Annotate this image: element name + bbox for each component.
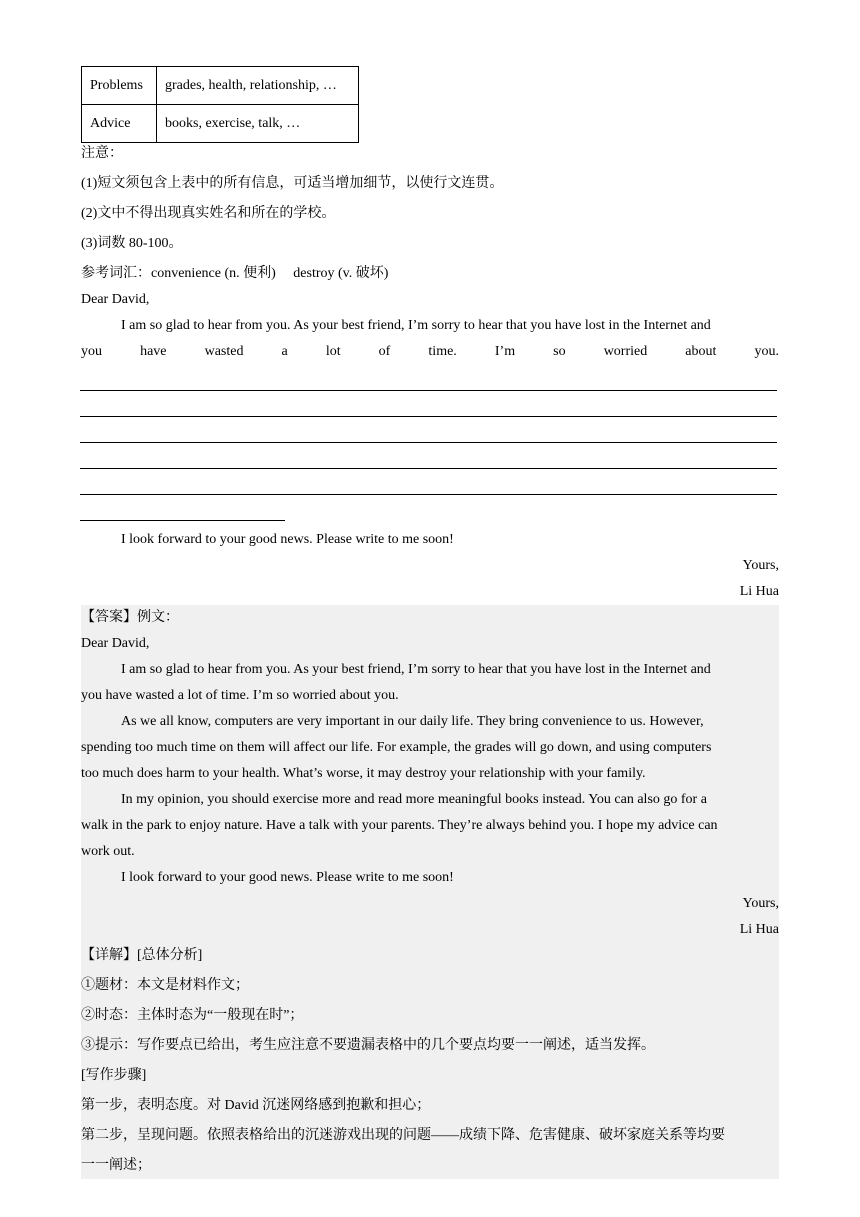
- writing-blank-line[interactable]: [80, 495, 285, 521]
- table-cell-label: Advice: [82, 105, 157, 143]
- answer-section: [81, 605, 779, 1179]
- answer-signoff: Yours,: [742, 896, 779, 911]
- answer-name: Li Hua: [739, 922, 779, 937]
- info-table: [81, 66, 359, 143]
- answer-header: 【答案】例文：: [81, 610, 179, 625]
- steps-header: [写作步骤]: [81, 1068, 147, 1083]
- answer-line: As we all know, computers are very important in our daily life. They bring convenience to us. However,: [121, 714, 704, 729]
- step-item: 一一阐述；: [81, 1158, 151, 1173]
- writing-blank-line[interactable]: [80, 365, 777, 391]
- note-item: (2)文中不得出现真实姓名和所在的学校。: [81, 206, 336, 221]
- notes-title: 注意：: [81, 146, 123, 161]
- letter-closing: I look forward to your good news. Please write to me soon!: [121, 532, 454, 547]
- answer-line: you have wasted a lot of time. I’m so worried about you.: [81, 688, 399, 703]
- answer-greeting: Dear David,: [81, 636, 150, 651]
- step-item: 第一步，表明态度。对 David 沉迷网络感到抱歉和担心；: [81, 1098, 431, 1113]
- writing-blank-line[interactable]: [80, 469, 777, 495]
- analysis-point: ③提示：写作要点已给出，考生应注意不要遗漏表格中的几个要点均要一一阐述，适当发挥。: [81, 1038, 655, 1053]
- answer-line: work out.: [81, 844, 135, 859]
- answer-closing: I look forward to your good news. Please write to me soon!: [121, 870, 454, 885]
- step-item: 第二步，呈现问题。依照表格给出的沉迷游戏出现的问题——成绩下降、危害健康、破坏家庭关系等均要: [81, 1128, 725, 1143]
- writing-blank-line[interactable]: [80, 391, 777, 417]
- analysis-point: ①题材：本文是材料作文；: [81, 978, 249, 993]
- table-cell-value: books, exercise, talk, …: [157, 105, 359, 143]
- answer-line: spending too much time on them will affect our life. For example, the grades will go down, and using computers: [81, 740, 712, 755]
- vocab-hint: 参考词汇：convenience (n. 便利) destroy (v. 破坏): [81, 266, 389, 281]
- note-item: (3)词数 80-100。: [81, 236, 183, 251]
- letter-greeting: Dear David,: [81, 292, 150, 307]
- writing-blank-line[interactable]: [80, 443, 777, 469]
- answer-line: too much does harm to your health. What’s worse, it may destroy your relationship with your family.: [81, 766, 646, 781]
- table-cell-value: grades, health, relationship, …: [157, 67, 359, 105]
- analysis-point: ②时态：主体时态为“一般现在时”；: [81, 1008, 304, 1023]
- table-row: [82, 105, 359, 143]
- letter-signoff: Yours,: [742, 558, 779, 573]
- answer-line: In my opinion, you should exercise more and read more meaningful books instead. You can also go for a: [121, 792, 707, 807]
- answer-line: I am so glad to hear from you. As your best friend, I’m sorry to hear that you have lost in the Internet and: [121, 662, 711, 677]
- letter-opening-line: I am so glad to hear from you. As your best friend, I’m sorry to hear that you have lost in the Internet and: [121, 318, 711, 333]
- analysis-header: 【详解】[总体分析]: [81, 948, 203, 963]
- answer-line: walk in the park to enjoy nature. Have a talk with your parents. They’re always behind you. I hope my advice can: [81, 818, 718, 833]
- letter-name: Li Hua: [739, 584, 779, 599]
- writing-blank-line[interactable]: [80, 417, 777, 443]
- document-page: [81, 66, 779, 1179]
- note-item: (1)短文须包含上表中的所有信息，可适当增加细节，以使行文连贯。: [81, 176, 504, 191]
- letter-opening-line: you have wasted a lot of time. I’m so worried about you.: [81, 344, 779, 359]
- table-cell-label: Problems: [82, 67, 157, 105]
- table-row: [82, 67, 359, 105]
